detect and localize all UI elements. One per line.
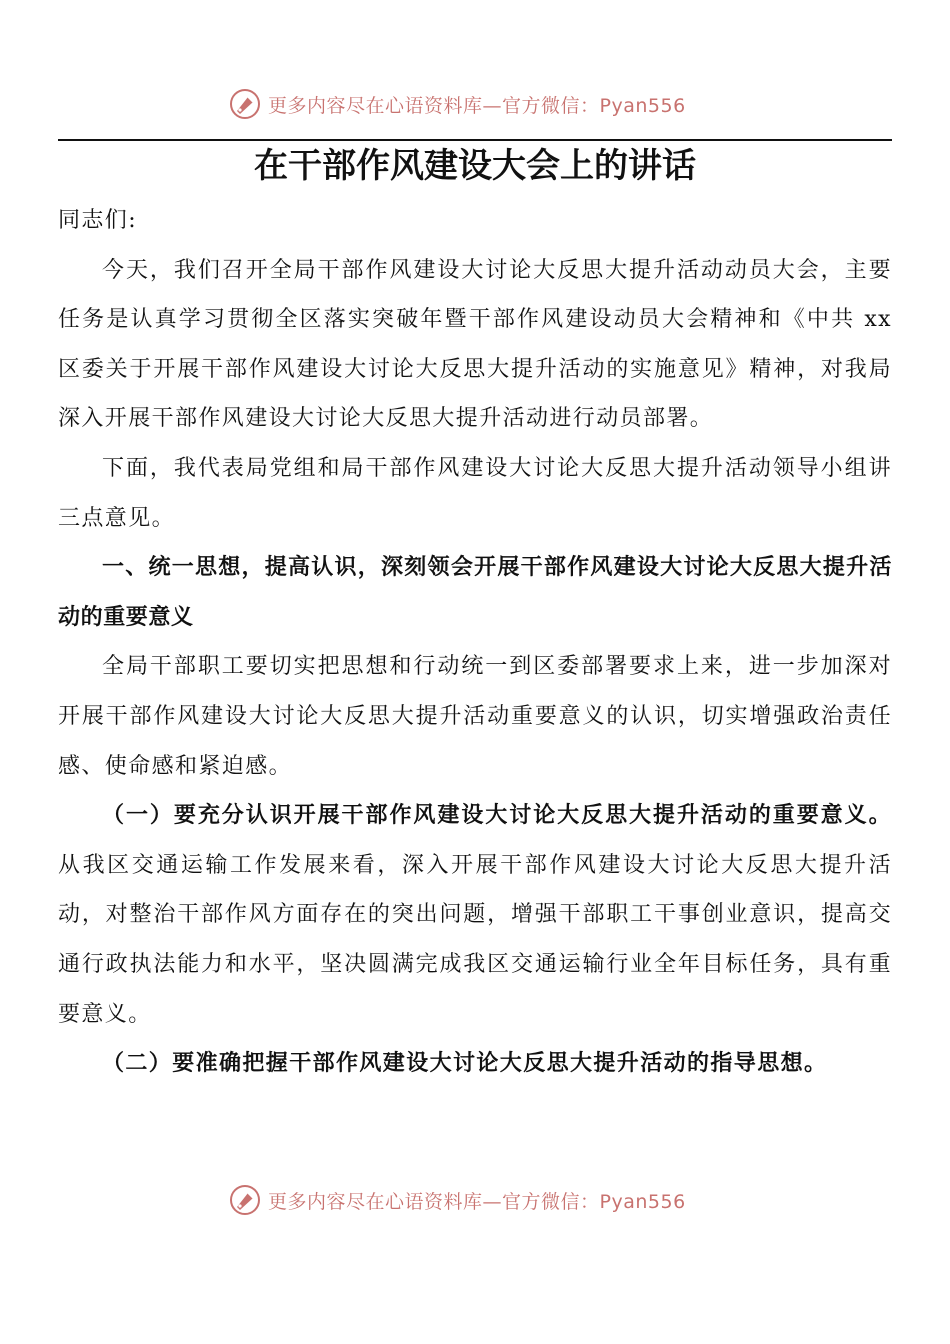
bottom-banner bbox=[0, 1180, 950, 1220]
paragraph-intro: 今天，我们召开全局干部作风建设大讨论大反思大提升活动动员大会，主要任务是认真学习贯彻全区落实突破年暨干部作风建设动员大会精神和《中共 xx 区委关于开展干部作风建设大讨论大反思大提升活动的实施意见》精神，对我局深入开展干部作风建设大讨论大反思大提升活动进行动员部署。 bbox=[58, 257, 892, 432]
wechat-id: Pyan556 bbox=[599, 94, 686, 117]
subsection-1-heading: （一）要充分认识开展干部作风建设大讨论大反思大提升活动的重要意义。 bbox=[102, 802, 892, 829]
document-body bbox=[58, 196, 892, 1089]
paragraph-overview: 下面，我代表局党组和局干部作风建设大讨论大反思大提升活动领导小组讲三点意见。 bbox=[58, 455, 892, 531]
banner-text bbox=[268, 91, 686, 118]
wechat-id: Pyan556 bbox=[599, 1190, 686, 1213]
section-1-heading: 一、统一思想，提高认识，深刻领会开展干部作风建设大讨论大反思大提升活动的重要意义 bbox=[58, 555, 892, 630]
pen-nib-icon bbox=[228, 87, 262, 121]
top-banner-content bbox=[228, 84, 686, 124]
document-title: 在干部作风建设大会上的讲话 bbox=[254, 146, 696, 186]
header-divider bbox=[58, 139, 892, 141]
top-banner bbox=[0, 84, 950, 124]
banner-prefix: 更多内容尽在心语资料库—官方微信： bbox=[268, 94, 600, 117]
banner-text bbox=[268, 1187, 686, 1214]
subsection-1-text: 从我区交通运输工作发展来看，深入开展干部作风建设大讨论大反思大提升活动，对整治干部作风方面存在的突出问题，增强干部职工干事创业意识，提高交通行政执法能力和水平，坚决圆满完成我区交通运输行业全年目标任务，具有重要意义。 bbox=[58, 852, 892, 1027]
subsection-1 bbox=[58, 791, 892, 1039]
bottom-banner-content bbox=[228, 1180, 686, 1220]
section-1-paragraph: 全局干部职工要切实把思想和行动统一到区委部署要求上来，进一步加深对开展干部作风建设大讨论大反思大提升活动重要意义的认识，切实增强政治责任感、使命感和紧迫感。 bbox=[58, 654, 892, 779]
subsection-2-heading: （二）要准确把握干部作风建设大讨论大反思大提升活动的指导思想。 bbox=[102, 1050, 828, 1077]
salutation: 同志们: bbox=[58, 208, 138, 233]
pen-nib-icon bbox=[228, 1183, 262, 1217]
banner-prefix: 更多内容尽在心语资料库—官方微信： bbox=[268, 1190, 600, 1213]
